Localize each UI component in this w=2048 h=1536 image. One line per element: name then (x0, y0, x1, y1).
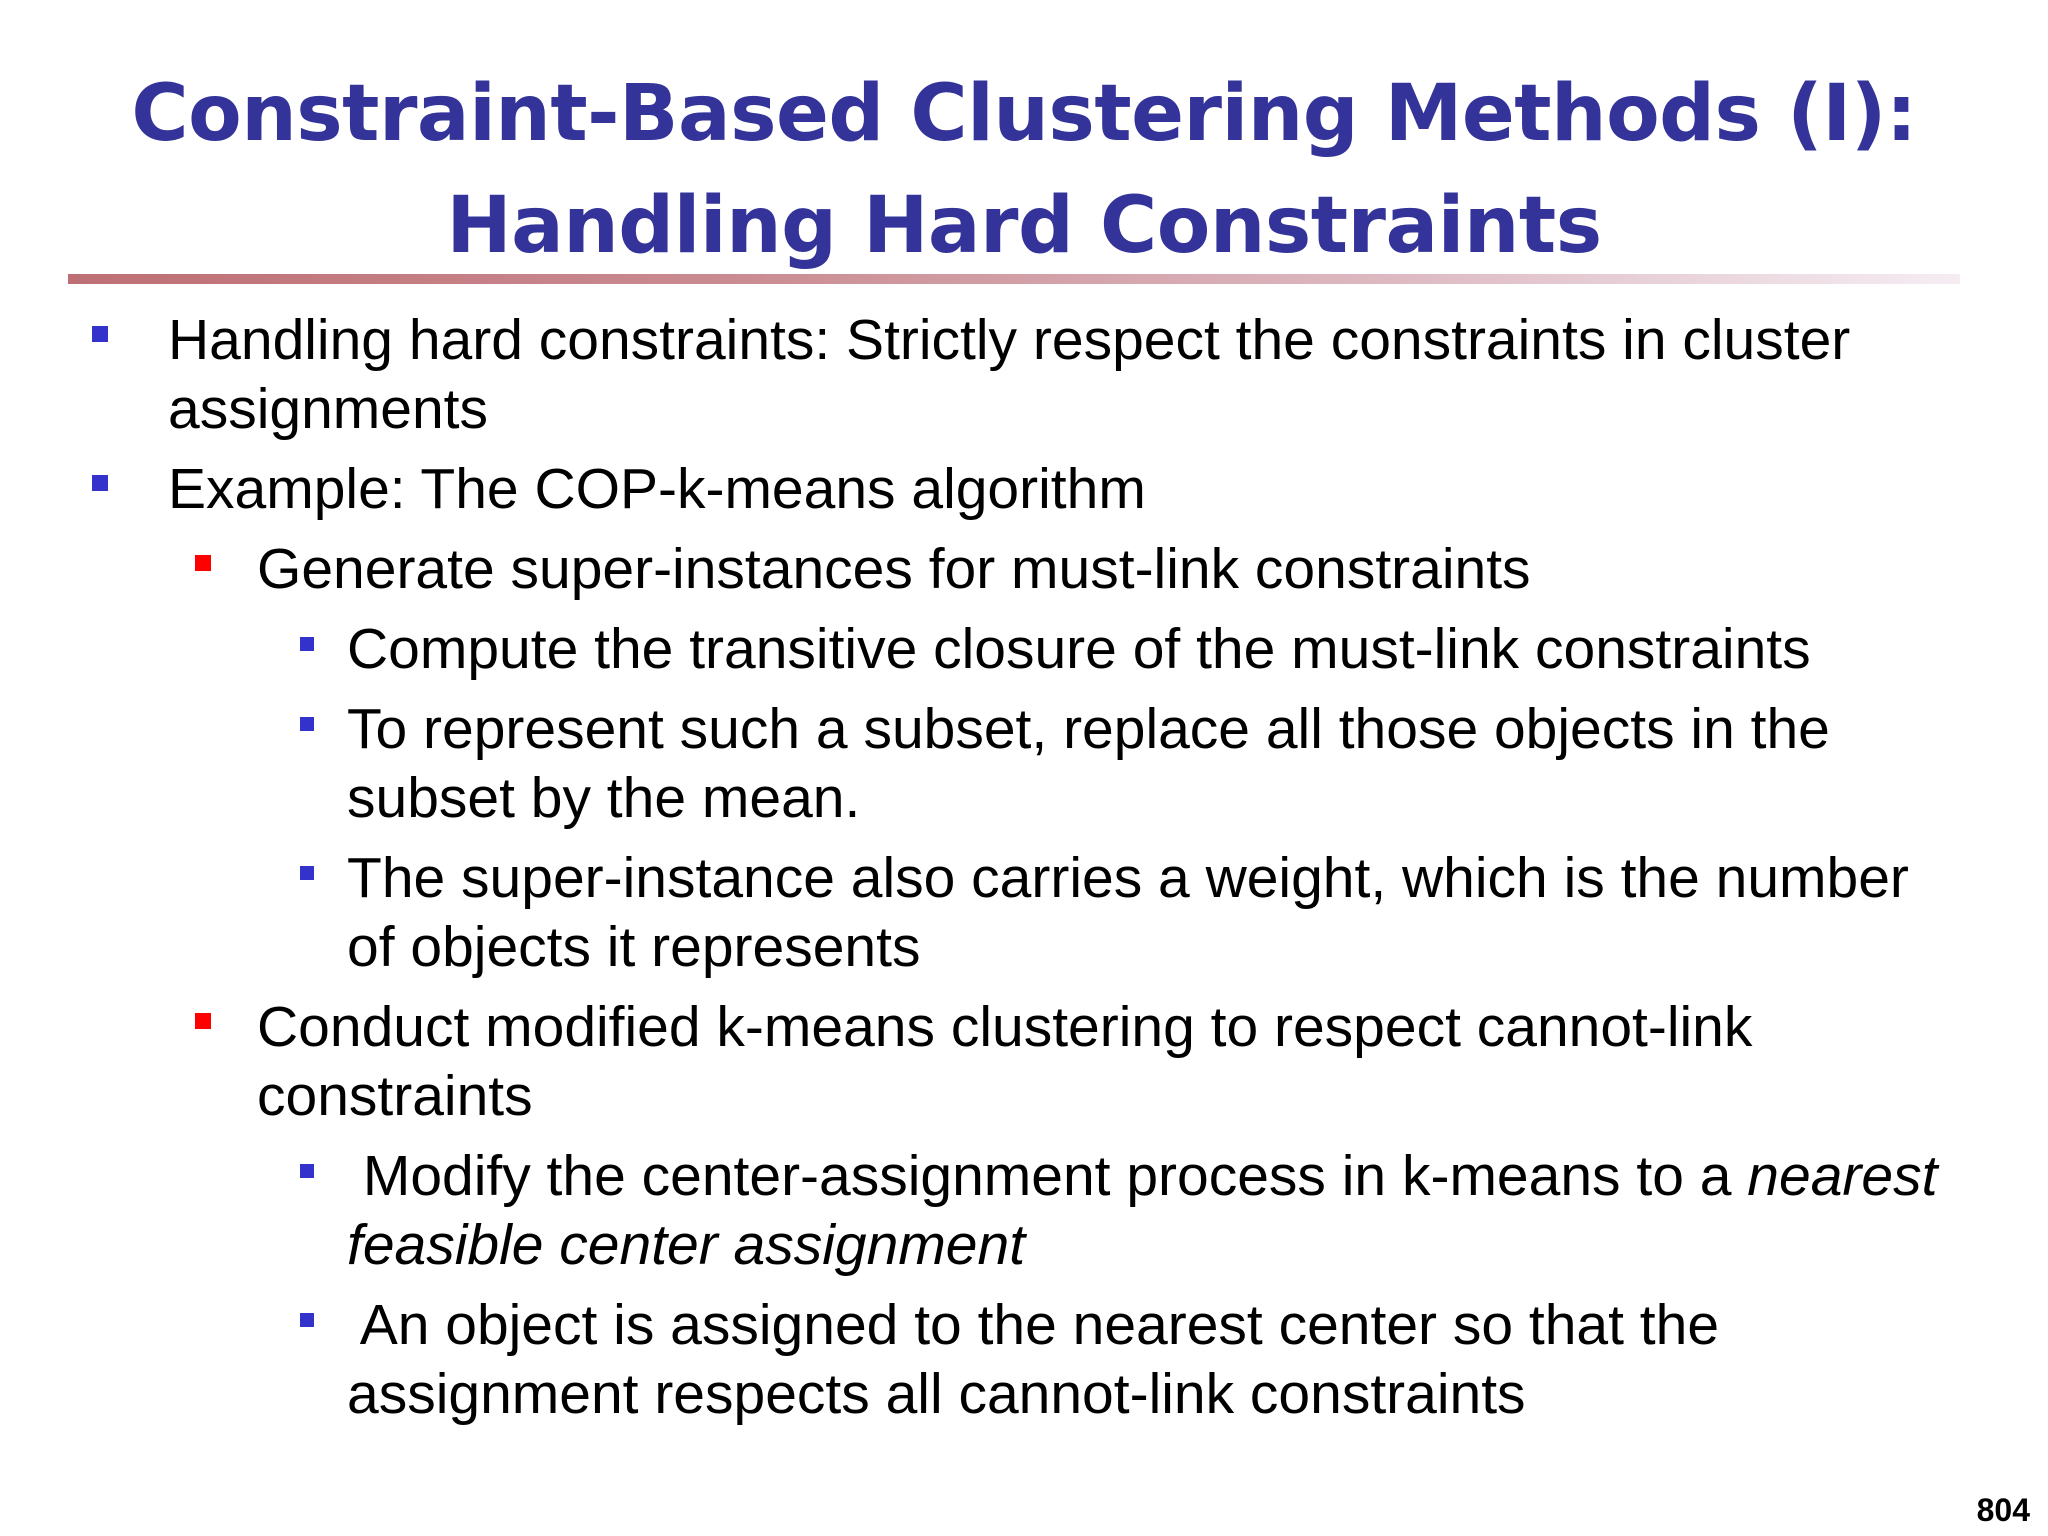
bullet-item-nearest-feasible-center (347, 1142, 1937, 1280)
bullet-text-line-2: constraints (257, 1064, 533, 1128)
bullet-text-line-1: Conduct modified k-means clustering to respect cannot-link (257, 995, 1753, 1059)
bullet-text-normal: Modify the center-assignment process in k-means to a (347, 1144, 1748, 1208)
square-bullet-icon (92, 326, 108, 342)
bullet-text-line-2: subset by the mean. (347, 766, 861, 830)
bullet-item-generate-super-instances (257, 535, 1531, 604)
bullet-text-line-1: Handling hard constraints: Strictly respect the constraints in cluster (168, 308, 1851, 372)
square-bullet-icon (195, 555, 211, 571)
page-number: 804 (1976, 1492, 2030, 1528)
bullet-item-transitive-closure (347, 615, 1811, 684)
bullet-text-line-1: Generate super-instances for must-link constraints (257, 537, 1531, 601)
bullet-text-line-2: assignment respects all cannot-link constraints (347, 1362, 1526, 1426)
bullet-text-line-2: of objects it represents (347, 915, 921, 979)
bullet-item-hard-constraints (168, 306, 1850, 444)
bullet-text-italic: nearest (1747, 1144, 1938, 1208)
bullet-text-line-1: To represent such a subset, replace all those objects in the (347, 697, 1830, 761)
bullet-text-line-2: assignments (168, 377, 488, 441)
square-bullet-icon (300, 717, 314, 731)
square-bullet-icon (300, 866, 314, 880)
slide-title-line-2: Handling Hard Constraints (446, 181, 1602, 271)
square-bullet-icon (300, 637, 314, 651)
bullet-text-line-1: An object is assigned to the nearest center so that the (347, 1293, 1720, 1357)
bullet-item-object-assignment (347, 1291, 1719, 1429)
square-bullet-icon (300, 1164, 314, 1178)
bullet-text-line-1: Example: The COP-k-means algorithm (168, 457, 1146, 521)
bullet-item-modified-kmeans (257, 993, 1752, 1131)
bullet-text-line-1: The super-instance also carries a weight, which is the number (347, 846, 1909, 910)
square-bullet-icon (300, 1313, 314, 1327)
bullet-item-represent-subset (347, 695, 1830, 833)
bullet-text-italic: feasible center assignment (347, 1213, 1026, 1277)
bullet-item-super-instance-weight (347, 844, 1909, 982)
square-bullet-icon (92, 475, 108, 491)
square-bullet-icon (195, 1013, 211, 1029)
bullet-text-line-1 (347, 1142, 1937, 1211)
slide-title-line-1: Constraint-Based Clustering Methods (I): (131, 69, 1917, 159)
bullet-text-line-2 (347, 1211, 1937, 1280)
bullet-text-line-1: Compute the transitive closure of the must-link constraints (347, 617, 1811, 681)
bullet-item-cop-kmeans-example (168, 455, 1146, 524)
